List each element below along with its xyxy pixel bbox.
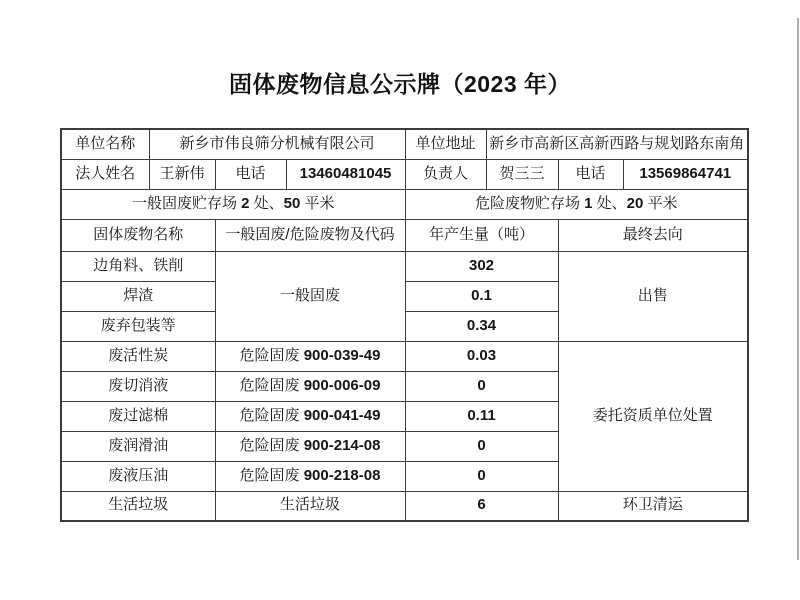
category-text: 危险固废 xyxy=(239,346,300,364)
category-code-cell: 生活垃圾 xyxy=(215,491,405,521)
category-text: 危险固废 xyxy=(239,466,300,484)
row-storage-info xyxy=(61,189,748,219)
manager-value-cell: 贺三三 xyxy=(486,159,558,189)
storage-number: 1 xyxy=(584,194,593,212)
col-header-destination: 最终去向 xyxy=(558,219,748,251)
unit-address-label-cell: 单位地址 xyxy=(405,129,486,159)
amount-cell: 0.34 xyxy=(405,311,558,341)
category-text: 危险固废 xyxy=(239,436,300,454)
amount-cell: 302 xyxy=(405,251,558,281)
legal-name-label-cell: 法人姓名 xyxy=(61,159,149,189)
legal-name-value-cell: 王新伟 xyxy=(149,159,215,189)
phone1-label-cell: 电话 xyxy=(215,159,286,189)
category-code-cell xyxy=(215,431,405,461)
storage-number: 2 xyxy=(241,194,250,212)
waste-name-cell: 边角料、铁削 xyxy=(61,251,215,281)
storage-text: 一般固废贮存场 xyxy=(131,194,242,212)
storage-text: 平米 xyxy=(300,194,335,212)
amount-cell: 0 xyxy=(405,371,558,401)
amount-cell: 0 xyxy=(405,431,558,461)
waste-name-cell: 废润滑油 xyxy=(61,431,215,461)
waste-info-table xyxy=(60,128,749,522)
storage-text: 处、 xyxy=(592,194,627,212)
phone2-label-cell: 电话 xyxy=(558,159,623,189)
category-text: 危险固废 xyxy=(239,376,300,394)
general-destination-cell: 出售 xyxy=(558,251,748,341)
waste-code: 900-041-49 xyxy=(303,406,381,424)
category-code-cell xyxy=(215,401,405,431)
col-header-category-code: 一般固废/危险废物及代码 xyxy=(215,219,405,251)
storage-number: 50 xyxy=(283,194,301,212)
storage-text: 处、 xyxy=(249,194,284,212)
category-code-cell xyxy=(215,341,405,371)
waste-row xyxy=(61,491,748,521)
waste-code: 900-006-09 xyxy=(303,376,381,394)
manager-label-cell: 负责人 xyxy=(405,159,486,189)
hazardous-storage-cell xyxy=(405,189,748,219)
waste-code: 900-218-08 xyxy=(303,466,381,484)
waste-row xyxy=(61,341,748,371)
waste-name-cell: 废液压油 xyxy=(61,461,215,491)
amount-cell: 0 xyxy=(405,461,558,491)
category-code-cell xyxy=(215,371,405,401)
general-category-cell: 一般固废 xyxy=(215,251,405,341)
amount-cell: 0.11 xyxy=(405,401,558,431)
unit-name-label-cell: 单位名称 xyxy=(61,129,149,159)
row-unit-info xyxy=(61,129,748,159)
amount-cell: 0.03 xyxy=(405,341,558,371)
unit-name-value-cell: 新乡市伟良筛分机械有限公司 xyxy=(149,129,405,159)
storage-text: 平米 xyxy=(643,194,678,212)
waste-name-cell: 生活垃圾 xyxy=(61,491,215,521)
waste-name-cell: 废过滤棉 xyxy=(61,401,215,431)
unit-address-value-cell: 新乡市高新区高新西路与规划路东南角 xyxy=(486,129,748,159)
row-table-headers xyxy=(61,219,748,251)
waste-code: 900-214-08 xyxy=(303,436,381,454)
col-header-annual-amount: 年产生量（吨） xyxy=(405,219,558,251)
category-text: 危险固废 xyxy=(239,406,300,424)
phone1-value-cell: 13460481045 xyxy=(286,159,405,189)
waste-name-cell: 废弃包装等 xyxy=(61,311,215,341)
household-destination-cell: 环卫清运 xyxy=(558,491,748,521)
storage-number: 20 xyxy=(626,194,644,212)
general-storage-cell xyxy=(61,189,405,219)
category-code-cell xyxy=(215,461,405,491)
waste-code: 900-039-49 xyxy=(303,346,381,364)
page-title: 固体废物信息公示牌（2023 年） xyxy=(228,71,572,97)
row-contact-info xyxy=(61,159,748,189)
col-header-waste-name: 固体废物名称 xyxy=(61,219,215,251)
right-edge-line xyxy=(797,18,799,560)
waste-name-cell: 焊渣 xyxy=(61,281,215,311)
phone2-value-cell: 13569864741 xyxy=(623,159,748,189)
amount-cell: 0.1 xyxy=(405,281,558,311)
waste-row xyxy=(61,251,748,281)
hazardous-destination-cell: 委托资质单位处置 xyxy=(558,341,748,491)
waste-name-cell: 废活性炭 xyxy=(61,341,215,371)
storage-text: 危险废物贮存场 xyxy=(474,194,585,212)
amount-cell: 6 xyxy=(405,491,558,521)
waste-name-cell: 废切消液 xyxy=(61,371,215,401)
